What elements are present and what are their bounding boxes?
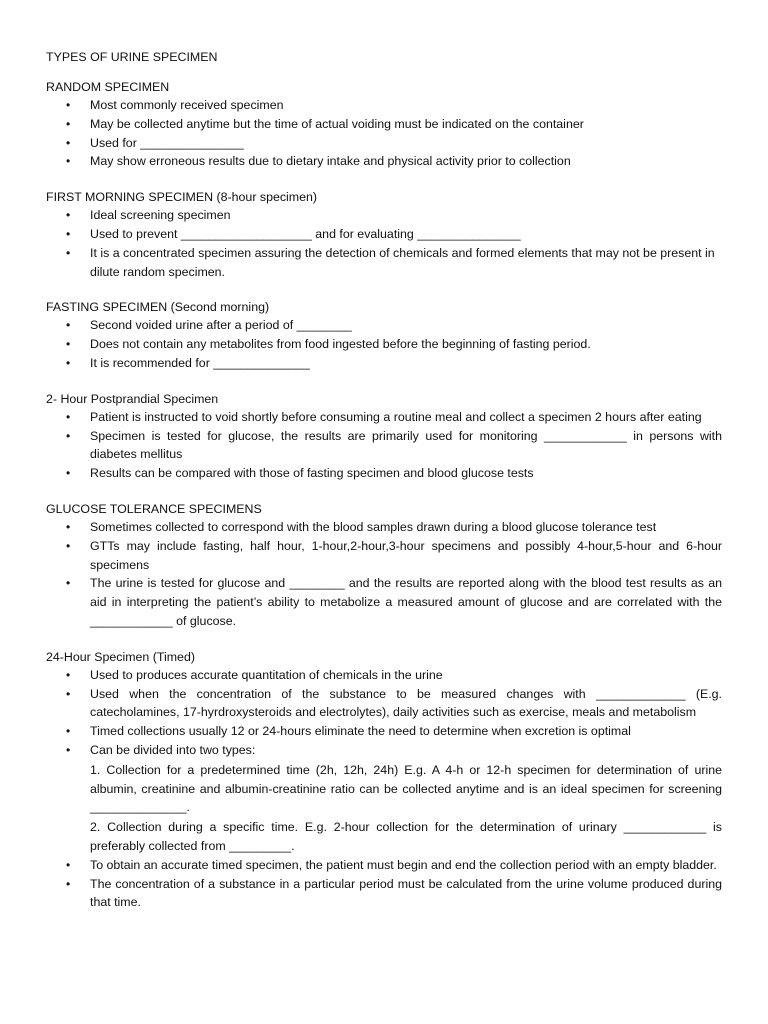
bullet-icon: • xyxy=(66,98,71,112)
bullet-icon: • xyxy=(66,208,71,223)
section-heading: 24-Hour Specimen (Timed) xyxy=(46,649,195,664)
section-heading: FASTING SPECIMEN (Second morning) xyxy=(46,300,270,315)
section-fasting-specimen xyxy=(46,298,722,372)
list-item: • Specimen is tested for glucose, the results are primarily used for monitoring ____________ in persons with diabetes mellitus xyxy=(66,428,722,462)
list-item: • Can be divided into two types: 1. Collection for a predetermined time (2h, 12h, 24h) E.g. A 4-h or 12-h specimen for determination of urine albumin, creatinine and albumin-creatinine ratio can be collected anytime and is an ideal specimen for screening ______________. 2. Collection during a specific time. E.g. 2-hour collection for the determination of urinary ____________ is preferably collected from _________. xyxy=(46,741,722,856)
list-item: • May show erroneous results due to dietary intake and physical activity prior to collection xyxy=(46,152,722,171)
document-title: TYPES OF URINE SPECIMEN xyxy=(46,50,218,64)
bullet-icon: • xyxy=(66,428,71,443)
section-heading: RANDOM SPECIMEN xyxy=(46,80,170,94)
bullet-icon: • xyxy=(66,576,71,591)
section-heading: 2- Hour Postprandial Specimen xyxy=(46,391,219,406)
section-heading: FIRST MORNING SPECIMEN (8-hour specimen) xyxy=(46,190,318,205)
list-item: • Used for _______________ xyxy=(46,134,722,153)
section-postprandial-specimen xyxy=(46,390,722,483)
bullet-icon: • xyxy=(66,724,71,739)
section-24-hour-specimen xyxy=(46,648,722,912)
list-item: • It is a concentrated specimen assuring the detection of chemicals and formed elements that may not be present in dilute random specimen. xyxy=(66,245,715,279)
list-item: • Second voided urine after a period of ________ xyxy=(46,316,722,335)
bullet-icon: • xyxy=(66,318,71,333)
list-item: • The concentration of a substance in a particular period must be calculated from the urine volume produced during that time. xyxy=(66,876,722,910)
bullet-list xyxy=(46,96,722,171)
bullet-icon: • xyxy=(66,337,71,352)
bullet-icon: • xyxy=(66,135,71,150)
sub-item-specific-time: 2. Collection during a specific time. E.g. 2-hour collection for the determination of urinary ____________ is preferably collected from _________. xyxy=(90,820,722,853)
list-item: • Ideal screening specimen xyxy=(46,206,722,225)
list-item: • May be collected anytime but the time of actual voiding must be indicated on the container xyxy=(46,115,722,134)
bullet-icon: • xyxy=(66,355,71,370)
bullet-icon: • xyxy=(66,519,71,534)
section-glucose-tolerance-specimens xyxy=(46,500,722,631)
section-random-specimen xyxy=(46,78,722,171)
list-item: • To obtain an accurate timed specimen, the patient must begin and end the collection period with an empty bladder. xyxy=(46,856,722,875)
bullet-list xyxy=(46,666,722,912)
list-item: • Used when the concentration of the substance to be measured changes with _____________ (E.g. catecholamines, 17-hyrdroxysteroids and electrolytes), daily activities such as exercise, meals and metabolism xyxy=(66,686,722,720)
bullet-list xyxy=(46,316,722,372)
bullet-list xyxy=(46,518,722,631)
bullet-icon: • xyxy=(66,857,71,872)
bullet-list xyxy=(46,408,722,483)
bullet-icon: • xyxy=(66,686,71,701)
bullet-icon: • xyxy=(66,876,71,891)
list-item: • Most commonly received specimen xyxy=(46,96,722,115)
bullet-icon: • xyxy=(66,466,71,481)
sub-item-predetermined-time: 1. Collection for a predetermined time (2h, 12h, 24h) E.g. A 4-h or 12-h specimen for determination of urine albumin, creatinine and albumin-creatinine ratio can be collected anytime and is an ideal specimen for screening ______________. xyxy=(90,762,722,815)
bullet-icon: • xyxy=(66,154,71,169)
bullet-icon: • xyxy=(66,742,71,757)
list-item: • It is recommended for ______________ xyxy=(46,354,722,373)
list-item: • Does not contain any metabolites from food ingested before the beginning of fasting period. xyxy=(46,335,722,354)
list-item: • Sometimes collected to correspond with the blood samples drawn during a blood glucose tolerance test xyxy=(46,518,722,537)
bullet-icon: • xyxy=(66,116,71,131)
list-item: • Timed collections usually 12 or 24-hours eliminate the need to determine when excretion is optimal xyxy=(46,722,722,741)
bullet-icon: • xyxy=(66,538,71,553)
list-item: • Patient is instructed to void shortly before consuming a routine meal and collect a specimen 2 hours after eating xyxy=(46,408,722,427)
list-item: • Used to prevent ___________________ and for evaluating _______________ xyxy=(46,225,722,244)
list-item: • The urine is tested for glucose and ________ and the results are reported along with the blood test results as an aid in interpreting the patient’s ability to metabolize a measured amount of glucose and are correlated with the ____________ of glucose. xyxy=(66,576,722,628)
section-first-morning-specimen xyxy=(46,188,722,281)
bullet-list xyxy=(46,206,722,281)
list-item: • Results can be compared with those of fasting specimen and blood glucose tests xyxy=(46,464,722,483)
bullet-icon: • xyxy=(66,226,71,241)
section-heading: GLUCOSE TOLERANCE SPECIMENS xyxy=(46,501,262,516)
bullet-icon: • xyxy=(66,245,71,260)
list-item: • GTTs may include fasting, half hour, 1-hour,2-hour,3-hour specimens and possibly 4-hour,5-hour and 6-hour specimens xyxy=(66,538,722,572)
bullet-icon: • xyxy=(66,409,71,424)
bullet-icon: • xyxy=(66,667,71,682)
list-item: • Used to produces accurate quantitation of chemicals in the urine xyxy=(46,666,722,685)
